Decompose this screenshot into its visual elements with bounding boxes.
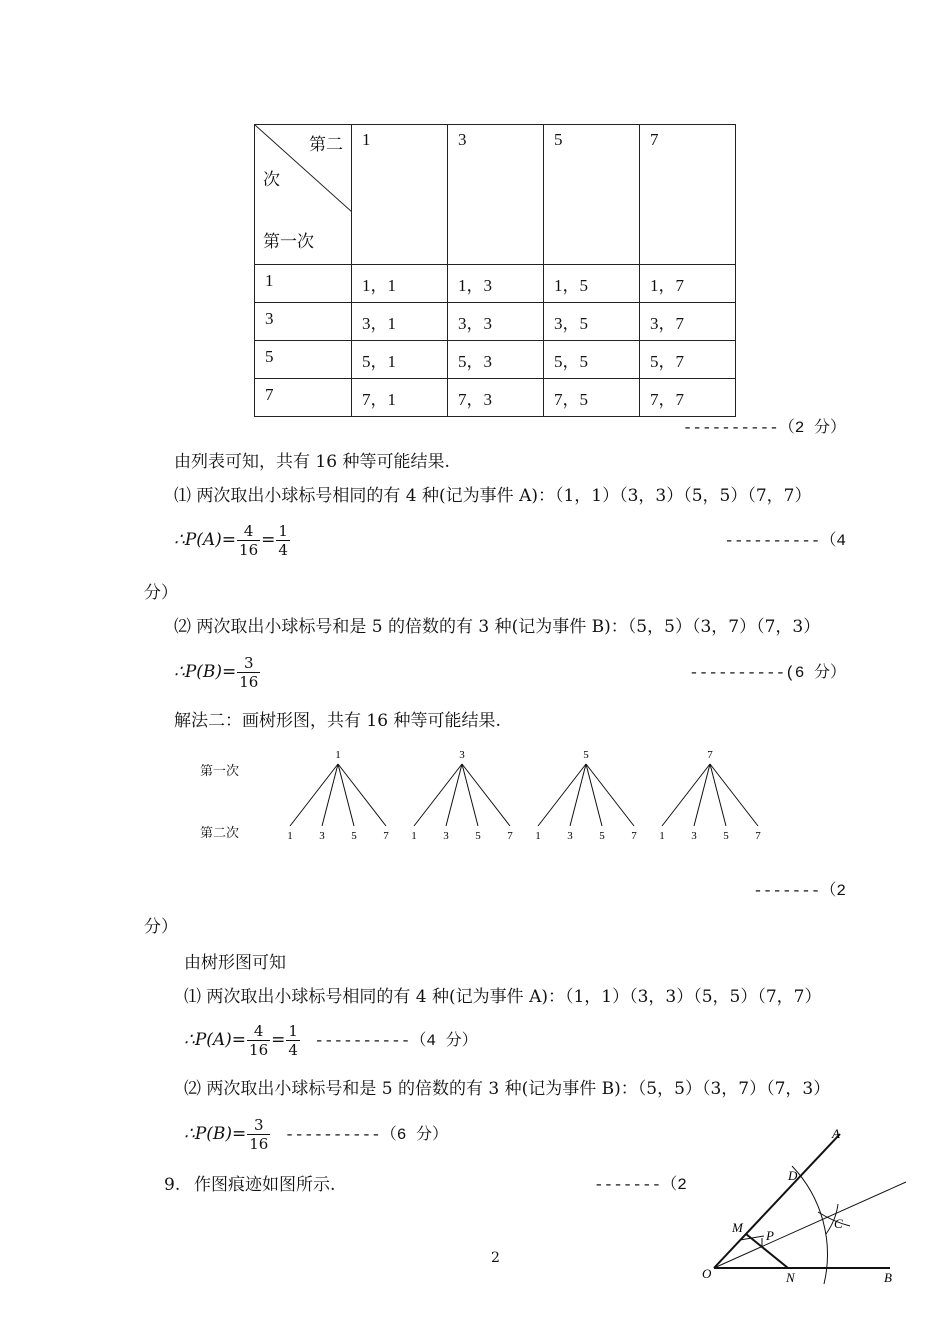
table-row <box>255 265 736 303</box>
tree-root-label: 5 <box>583 749 589 761</box>
tree-leaf-label: 3 <box>443 830 449 842</box>
fraction-4-16 <box>247 1022 270 1059</box>
equals-sign: = <box>271 1030 286 1050</box>
prob-b-formula-m2 <box>184 1116 448 1153</box>
tree-leaf-label: 5 <box>351 830 357 842</box>
tree-leaf-label: 5 <box>723 830 729 842</box>
fraction-1-4 <box>286 1022 300 1059</box>
fraction-1-4 <box>276 522 290 559</box>
numerator: 1 <box>278 522 288 540</box>
corner-label-second-cont: 次 <box>263 170 280 189</box>
tree-leaf-label: 3 <box>319 830 325 842</box>
numerator: 1 <box>288 1022 298 1040</box>
tree-leaf-label: 5 <box>599 830 605 842</box>
numerator: 4 <box>247 1022 270 1041</box>
corner-label-second: 第二 <box>309 135 343 154</box>
table-row <box>255 303 736 341</box>
equals-sign: = <box>261 530 276 550</box>
col-header: 5 <box>544 125 640 265</box>
tree-leaf-label: 7 <box>383 830 389 842</box>
question-9-text: 作图痕迹如图所示. <box>194 1175 336 1195</box>
question-9-score: -------（2 <box>594 1176 687 1194</box>
prob-a-label: ∴P(A)= <box>174 530 237 550</box>
tree-leaf-label: 1 <box>535 830 541 842</box>
row-header: 1 <box>255 265 352 303</box>
tree-branch <box>462 764 510 826</box>
tree-root-label: 1 <box>335 749 341 761</box>
fraction-4-16 <box>237 522 260 559</box>
table-summary: 由列表可知，共有 16 种等可能结果. <box>174 452 450 472</box>
label-a: A <box>832 1126 840 1141</box>
table-cell: 3，5 <box>544 303 640 341</box>
table-cell: 3，3 <box>448 303 544 341</box>
ray-oa <box>714 1134 840 1268</box>
row-header: 7 <box>255 379 352 417</box>
prob-b-formula <box>174 654 261 691</box>
table-header-row <box>255 125 736 265</box>
denominator: 16 <box>239 673 259 691</box>
numerator: 4 <box>237 522 260 541</box>
tree-root-label: 7 <box>707 749 713 761</box>
label-c: C <box>834 1216 843 1231</box>
table-row <box>255 341 736 379</box>
tree-leaf-label: 7 <box>507 830 513 842</box>
table-cell: 1，7 <box>640 265 736 303</box>
question-2-text: ⑵ 两次取出小球标号和是 5 的倍数的有 3 种(记为事件 B)：（5，5）（3，7）（7，3） <box>174 617 821 637</box>
tree-leaf-label: 1 <box>411 830 417 842</box>
tree-root-label: 3 <box>459 749 465 761</box>
score-4-points-part: ----------（4 <box>724 532 846 550</box>
tree-leaf-label: 3 <box>691 830 697 842</box>
table-row <box>255 379 736 417</box>
tree-branch <box>322 764 338 826</box>
prob-b-label: ∴P(B)= <box>184 1124 247 1144</box>
prob-b-label: ∴P(B)= <box>174 662 237 682</box>
denominator: 4 <box>288 1041 298 1059</box>
label-d: D <box>788 1168 798 1183</box>
label-p: P <box>766 1228 774 1243</box>
prob-a-formula <box>174 522 291 559</box>
col-header: 1 <box>352 125 448 265</box>
tree-branch <box>338 764 354 826</box>
label-o: O <box>702 1266 712 1281</box>
table-cell: 5，3 <box>448 341 544 379</box>
row-header: 3 <box>255 303 352 341</box>
score-6-points-m2: ----------（6 分） <box>284 1126 448 1144</box>
col-header: 3 <box>448 125 544 265</box>
tree-leaf-label: 1 <box>659 830 665 842</box>
table-cell: 1，5 <box>544 265 640 303</box>
denominator: 16 <box>249 1041 269 1059</box>
question-1-text-m2: ⑴ 两次取出小球标号相同的有 4 种(记为事件 A)：（1，1）（3，3）（5，5）（7，7） <box>184 987 822 1007</box>
tree-branch <box>710 764 758 826</box>
tree-branch <box>586 764 634 826</box>
tree-branch <box>462 764 478 826</box>
fraction-3-16 <box>247 1116 270 1153</box>
prob-a-formula-m2 <box>184 1022 478 1059</box>
table-cell: 5，7 <box>640 341 736 379</box>
score-6-points: ----------(6 分） <box>689 664 846 682</box>
question-1-text: ⑴ 两次取出小球标号相同的有 4 种(记为事件 A)：（1，1）（3，3）（5，5）（7，7） <box>174 486 812 506</box>
table-corner-cell <box>255 125 352 265</box>
corner-label-first: 第一次 <box>263 232 314 251</box>
question-9-number: 9. <box>164 1175 181 1195</box>
table-cell: 1，3 <box>448 265 544 303</box>
tree-branch <box>570 764 586 826</box>
score-4-points-m2: ----------（4 分） <box>314 1032 478 1050</box>
table-cell: 7，3 <box>448 379 544 417</box>
numerator: 3 <box>237 654 260 673</box>
score-4-points-tail: 分） <box>144 583 178 603</box>
fraction-3-16 <box>237 654 260 691</box>
denominator: 16 <box>249 1135 269 1153</box>
tree-branch <box>290 764 338 826</box>
score-2-points-part: -------（2 <box>753 882 846 900</box>
question-2-text-m2: ⑵ 两次取出小球标号和是 5 的倍数的有 3 种(记为事件 B)：（5，5）（3，7）（7，3） <box>184 1079 831 1099</box>
label-n: N <box>786 1270 795 1285</box>
tree-branch <box>694 764 710 826</box>
denominator: 16 <box>239 541 259 559</box>
prob-a-label: ∴P(A)= <box>184 1030 247 1050</box>
construction-figure <box>700 1124 912 1290</box>
page-number: 2 <box>491 1250 500 1266</box>
tree-row-second-label: 第二次 <box>200 826 240 841</box>
tree-leaf-label: 5 <box>475 830 481 842</box>
tree-row-first-label: 第一次 <box>200 764 240 779</box>
label-m: M <box>732 1220 743 1235</box>
table-cell: 7，5 <box>544 379 640 417</box>
tree-leaf-label: 7 <box>755 830 761 842</box>
table-cell: 3，1 <box>352 303 448 341</box>
tree-branch <box>710 764 726 826</box>
tree-summary: 由树形图可知 <box>184 953 286 973</box>
row-header: 5 <box>255 341 352 379</box>
tree-leaf-label: 7 <box>631 830 637 842</box>
tree-branch <box>446 764 462 826</box>
table-cell: 1，1 <box>352 265 448 303</box>
col-header: 7 <box>640 125 736 265</box>
score-2-points-tail: 分） <box>144 917 178 937</box>
table-cell: 5，5 <box>544 341 640 379</box>
table-cell: 7，7 <box>640 379 736 417</box>
numerator: 3 <box>247 1116 270 1135</box>
tree-branch <box>586 764 602 826</box>
tree-branch <box>338 764 386 826</box>
tree-diagram <box>270 742 790 846</box>
method-2-title: 解法二：画树形图，共有 16 种等可能结果. <box>174 711 501 731</box>
tree-branch <box>662 764 710 826</box>
denominator: 4 <box>278 541 288 559</box>
label-b: B <box>884 1270 892 1285</box>
table-cell: 7，1 <box>352 379 448 417</box>
table-cell: 5，1 <box>352 341 448 379</box>
tree-leaf-label: 1 <box>287 830 293 842</box>
tree-leaf-label: 3 <box>567 830 573 842</box>
score-2-points: ----------（2 分） <box>682 419 846 437</box>
table-cell: 3，7 <box>640 303 736 341</box>
tree-branch <box>414 764 462 826</box>
tree-branch <box>538 764 586 826</box>
outcome-table <box>254 124 736 417</box>
